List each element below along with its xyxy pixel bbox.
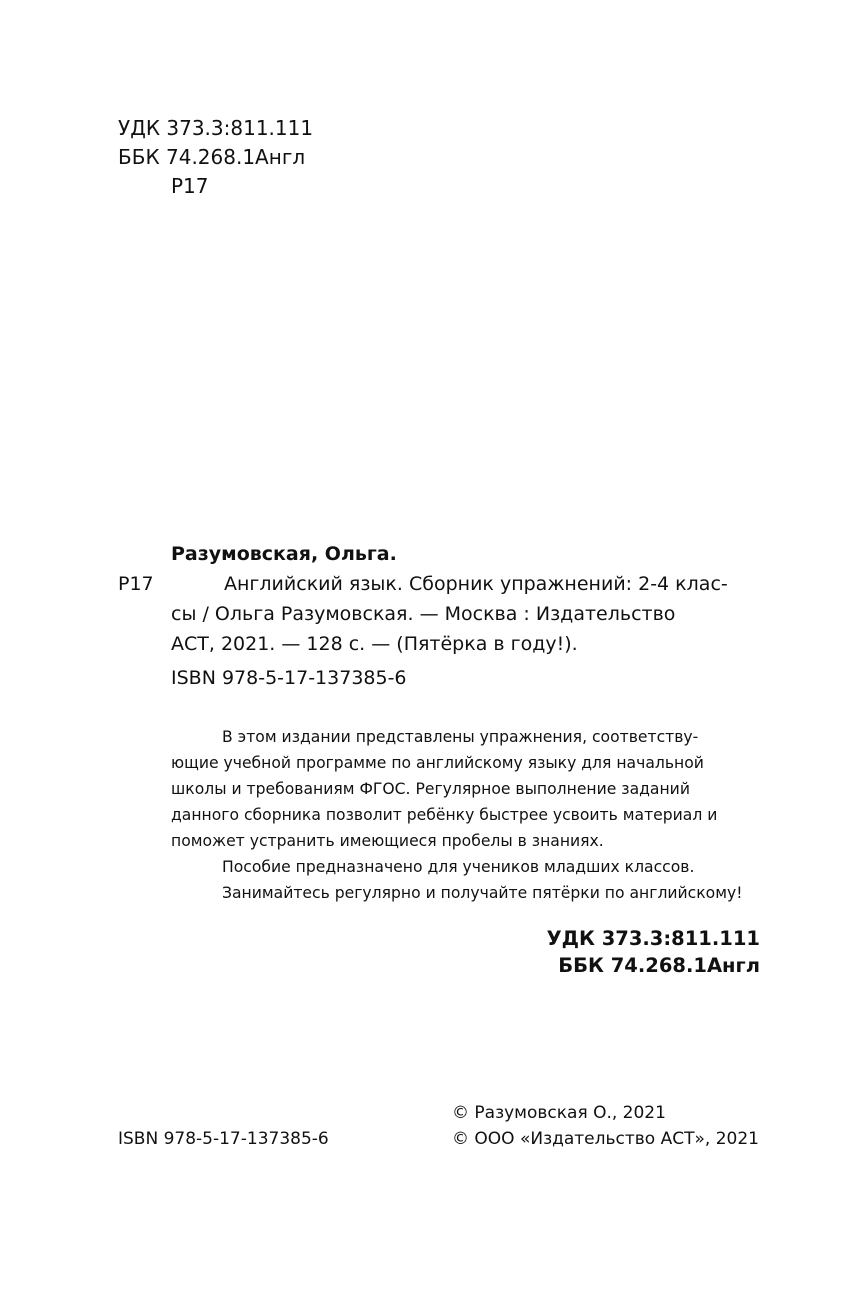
entry-author: Разумовская, Ольга. — [171, 543, 397, 565]
abstract-line-1: В этом издании представлены упражнения, соответству- — [222, 728, 699, 746]
abstract-line-4: данного сборника позволит ребёнку быстрее усвоить материал и — [171, 806, 718, 824]
abstract-line-5: поможет устранить имеющиеся пробелы в знаниях. — [171, 832, 604, 850]
footer-isbn: ISBN 978-5-17-137385-6 — [118, 1129, 329, 1149]
abstract-audience: Пособие предназначено для учеников младших классов. — [222, 858, 695, 876]
header-author-code: Р17 — [171, 174, 209, 198]
abstract-call-to-action: Занимайтесь регулярно и получайте пятёрки по английскому! — [222, 884, 743, 902]
header-bbk: ББК 74.268.1Англ — [118, 145, 306, 169]
copyright-author: © Разумовская О., 2021 — [452, 1103, 666, 1123]
entry-title-line-1: Английский язык. Сборник упражнений: 2-4 клас- — [224, 573, 728, 595]
entry-title-line-3: АСТ, 2021. — 128 с. — (Пятёрка в году!). — [171, 633, 578, 655]
copyright-publisher: © ООО «Издательство АСТ», 2021 — [452, 1129, 759, 1149]
entry-title-line-2: сы / Ольга Разумовская. — Москва : Издательство — [171, 603, 676, 625]
entry-isbn: ISBN 978-5-17-137385-6 — [171, 667, 407, 689]
abstract-line-2: ющие учебной программе по английскому языку для начальной — [171, 754, 704, 772]
header-udk: УДК 373.3:811.111 — [118, 116, 314, 140]
classification-bbk: ББК 74.268.1Англ — [558, 954, 760, 977]
abstract-line-3: школы и требованиям ФГОС. Регулярное выполнение заданий — [171, 780, 690, 798]
abstract — [171, 724, 761, 906]
entry-author-code: Р17 — [118, 573, 154, 595]
classification-udk: УДК 373.3:811.111 — [546, 927, 760, 950]
